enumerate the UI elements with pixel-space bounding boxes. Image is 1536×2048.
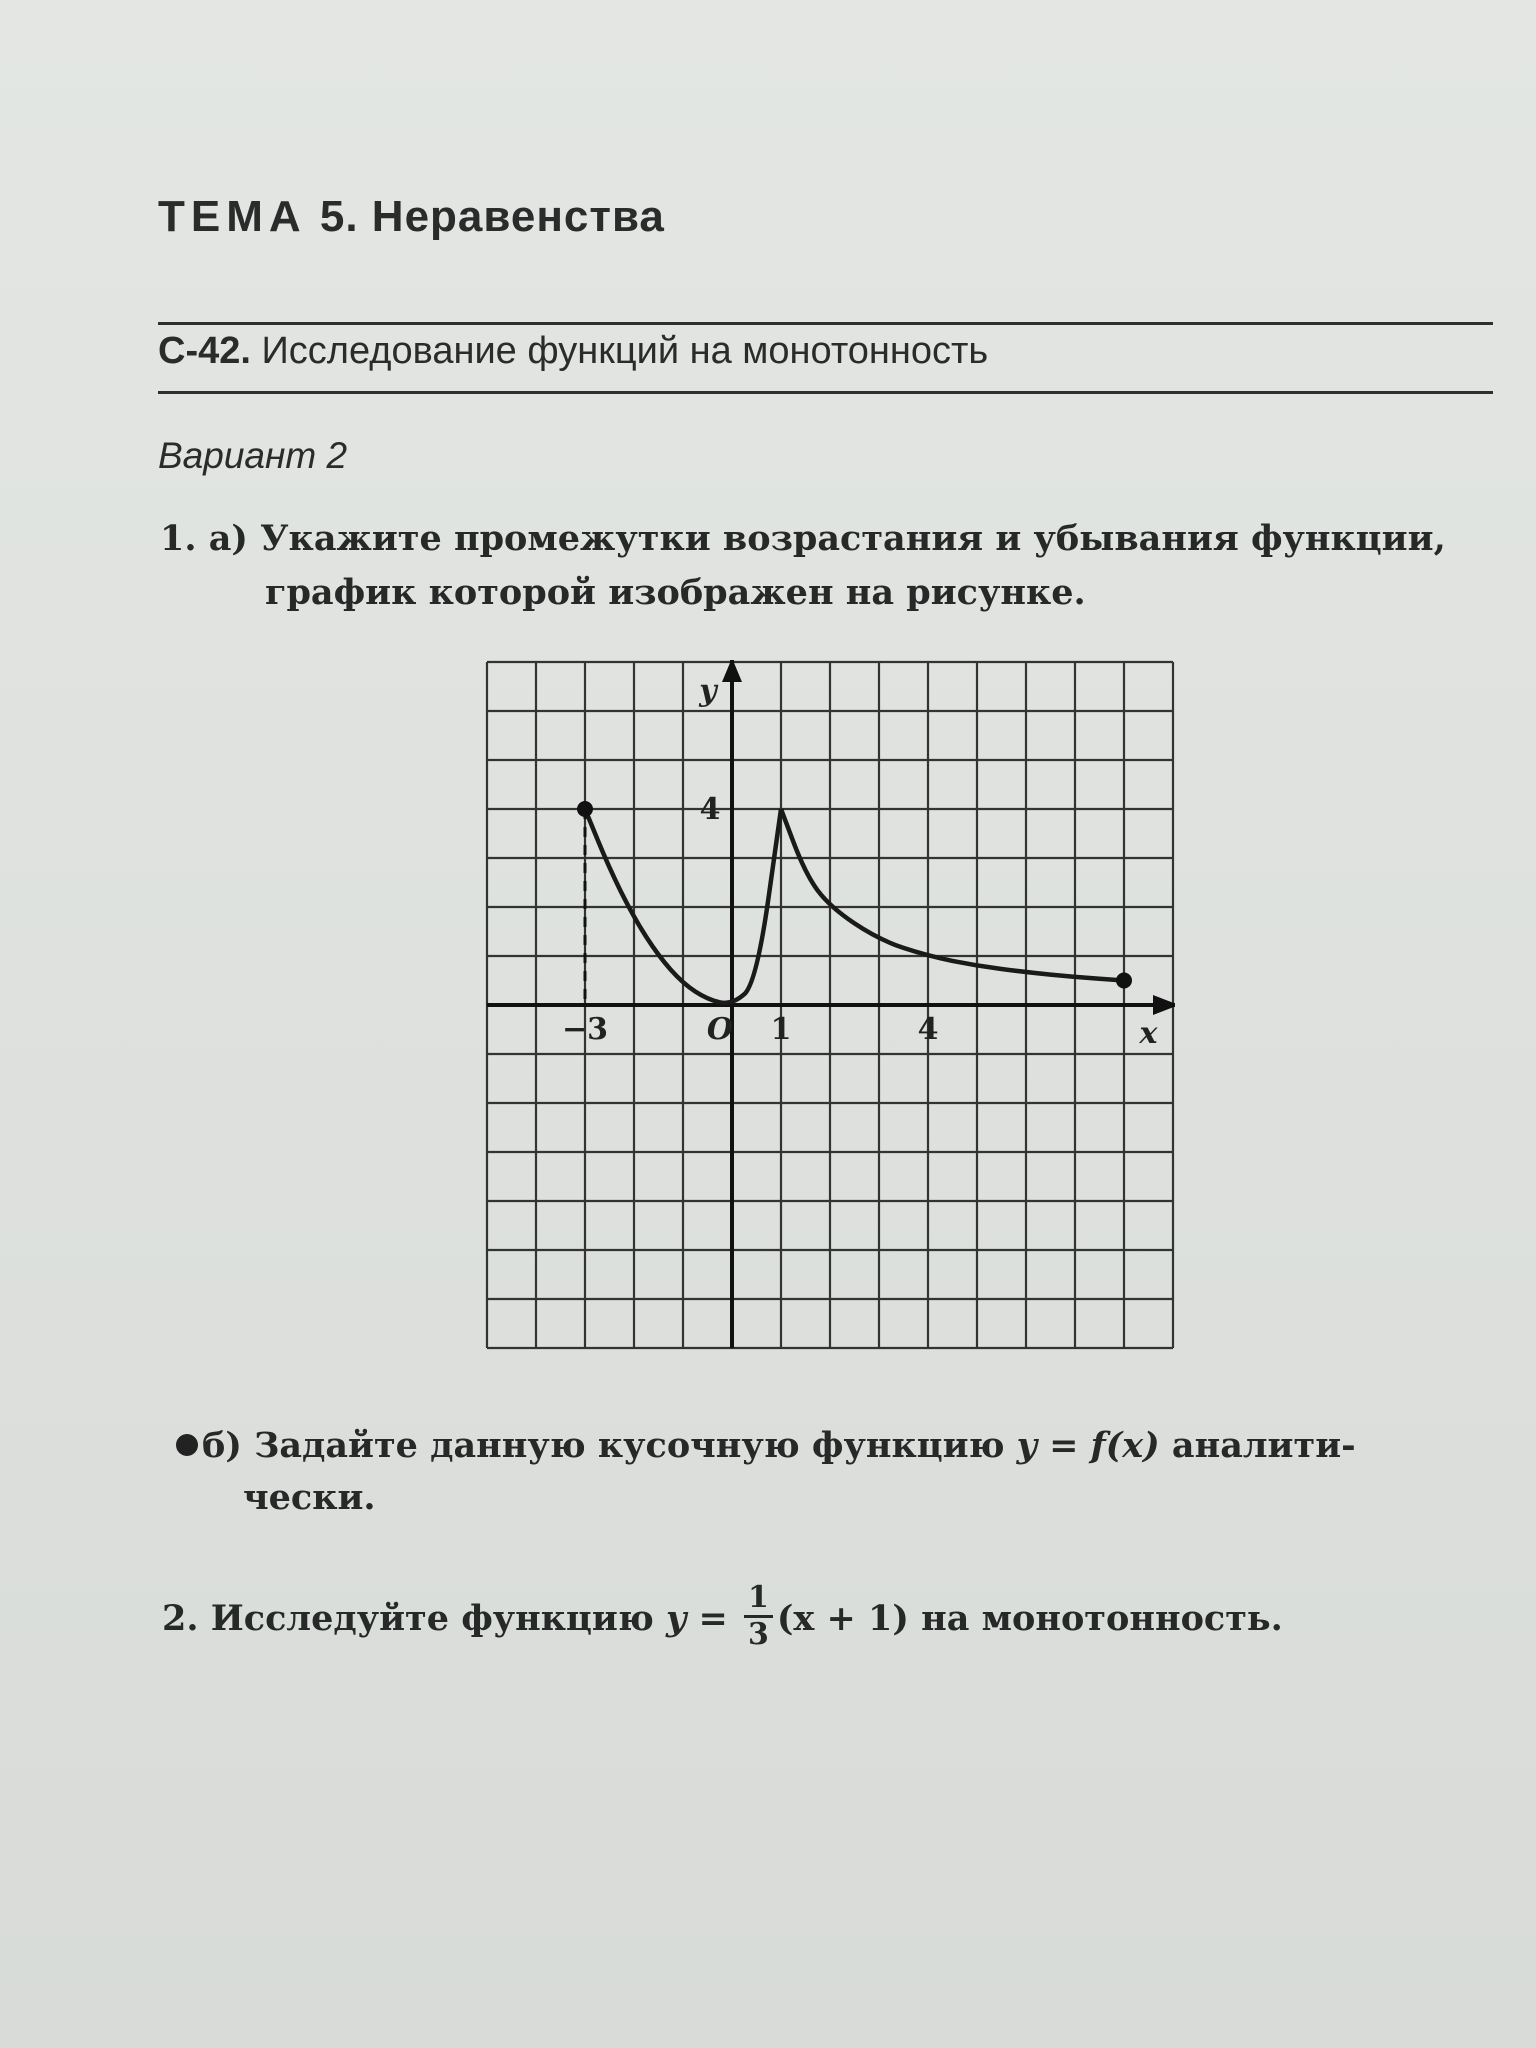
bullet-icon	[176, 1434, 198, 1456]
task2-y-eq: y =	[665, 1598, 728, 1639]
theme-name: 5. Неравенства	[319, 192, 665, 241]
theme-word: ТЕМА	[158, 192, 307, 241]
section-top-rule	[158, 322, 1493, 325]
curve-endpoint	[577, 801, 593, 817]
task2-suffix: на монотонность.	[908, 1598, 1283, 1639]
task1b-formula: y = f(x)	[1016, 1425, 1160, 1466]
task1b-prefix: б) Задайте данную кусочную функцию	[202, 1425, 1017, 1466]
section-name: Исследование функций на монотонность	[261, 330, 989, 372]
function-graph	[485, 660, 1175, 1350]
fraction-denominator: 3	[748, 1617, 769, 1652]
task1a-line2: график которой изображен на рисунке.	[265, 572, 1086, 613]
task1b-suffix: аналити-	[1159, 1425, 1356, 1466]
curve-endpoint	[1116, 973, 1132, 989]
task1a-line1: 1. а) Укажите промежутки возрастания и убывания функции,	[160, 518, 1446, 559]
task1b-line1	[176, 1425, 1356, 1466]
task1b-line2: чески.	[243, 1477, 376, 1518]
x-tick-label: 4	[917, 1012, 939, 1047]
graph-svg	[485, 660, 1175, 1350]
x-tick-label: O	[706, 1012, 734, 1047]
section-title	[158, 330, 988, 373]
y-axis-label: y	[699, 673, 717, 709]
x-tick-label: 1	[770, 1012, 792, 1047]
x-tick-label: −3	[561, 1012, 609, 1047]
function-curve-right	[781, 809, 1124, 981]
task2	[162, 1580, 1283, 1654]
theme-title	[158, 192, 665, 242]
x-axis-label: x	[1139, 1016, 1158, 1051]
section-bottom-rule	[158, 391, 1493, 394]
x-axis-arrow	[1153, 995, 1175, 1015]
task2-prefix: 2. Исследуйте функцию	[162, 1598, 666, 1639]
y-tick-label: 4	[699, 792, 721, 827]
y-axis-arrow	[722, 660, 742, 682]
fraction-numerator: 1	[744, 1583, 773, 1618]
variant-label: Вариант 2	[158, 435, 348, 476]
fraction	[744, 1580, 773, 1652]
section-code: С-42.	[158, 330, 251, 372]
task2-parenthesis: (x + 1)	[776, 1598, 909, 1639]
